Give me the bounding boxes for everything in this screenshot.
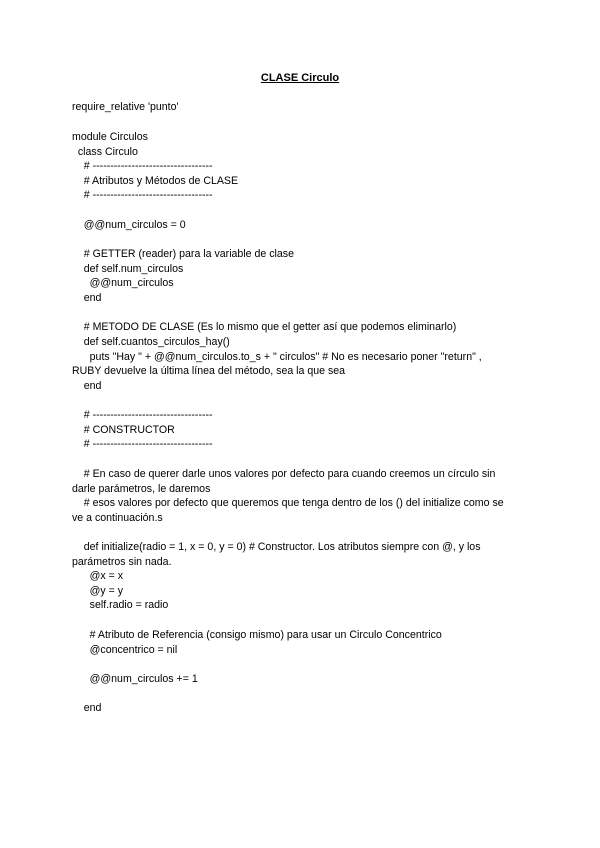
code-line: # ----------------------------------: [72, 409, 213, 421]
code-line: def self.cuantos_circulos_hay(): [72, 336, 230, 348]
code-line: # esos valores por defecto que queremos que tenga dentro de los () del initialize como se: [72, 497, 504, 509]
code-line: end: [72, 702, 102, 714]
code-line: # CONSTRUCTOR: [72, 424, 175, 436]
code-line: self.radio = radio: [72, 599, 169, 611]
code-line: darle parámetros, le daremos: [72, 483, 211, 495]
code-line: @x = x: [72, 570, 124, 582]
code-line: # ----------------------------------: [72, 160, 213, 172]
code-line: # Atributos y Métodos de CLASE: [72, 175, 239, 187]
code-line: @y = y: [72, 585, 124, 597]
code-line: @@num_circulos += 1: [72, 673, 198, 685]
code-line: @@num_circulos: [72, 277, 174, 289]
code-line: end: [72, 292, 102, 304]
code-line: def self.num_circulos: [72, 263, 184, 275]
code-line: # ----------------------------------: [72, 189, 213, 201]
code-line: class Circulo: [72, 146, 138, 158]
code-line: RUBY devuelve la última línea del método, sea la que sea: [72, 365, 346, 377]
code-line: def initialize(radio = 1, x = 0, y = 0) # Constructor. Los atributos siempre con @, y los: [72, 541, 481, 553]
code-line: # GETTER (reader) para la variable de clase: [72, 248, 294, 260]
code-line: ve a continuación.s: [72, 512, 163, 524]
code-line: puts "Hay " + @@num_circulos.to_s + " circulos" # No es necesario poner "return" ,: [72, 351, 482, 363]
document-title: CLASE Circulo: [260, 72, 340, 84]
code-line: # En caso de querer darle unos valores por defecto para cuando creemos un círculo sin: [72, 468, 496, 480]
code-line: @@num_circulos = 0: [72, 219, 186, 231]
code-line: parámetros sin nada.: [72, 556, 172, 568]
code-line: # ----------------------------------: [72, 438, 213, 450]
code-line: end: [72, 380, 102, 392]
code-line: @concentrico = nil: [72, 644, 178, 656]
code-line: # METODO DE CLASE (Es lo mismo que el getter así que podemos eliminarlo): [72, 321, 457, 333]
code-line: require_relative 'punto': [72, 101, 179, 113]
code-line: module Circulos: [72, 131, 148, 143]
code-line: # Atributo de Referencia (consigo mismo) para usar un Circulo Concentrico: [72, 629, 442, 641]
